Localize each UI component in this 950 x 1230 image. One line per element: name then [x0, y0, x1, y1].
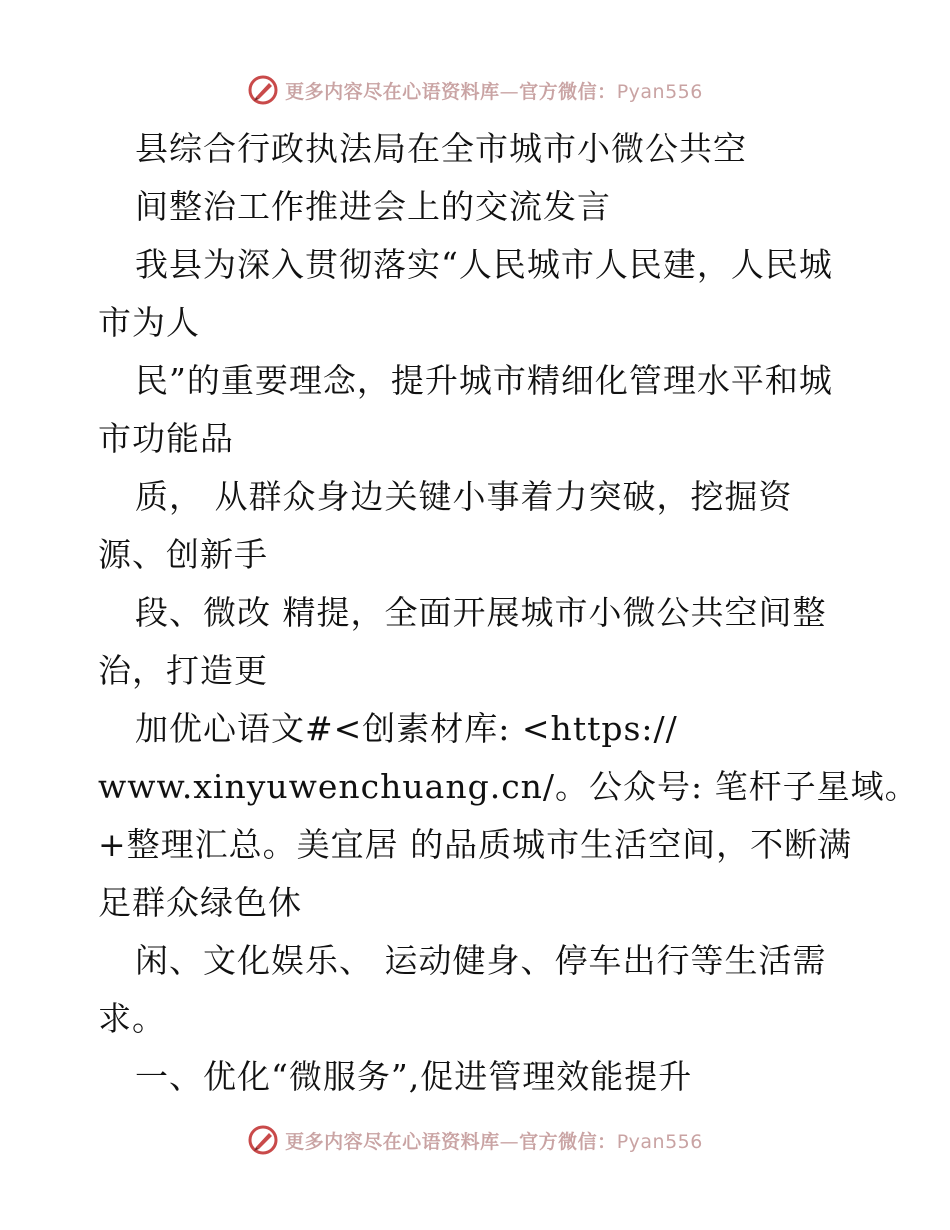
- document-body: [98, 120, 919, 1106]
- text-line: 源、创新手: [98, 535, 268, 574]
- watermark-text: 更多内容尽在心语资料库—官方微信：Pyan556: [285, 1130, 703, 1153]
- text-line: 我县为深入贯彻落实“人民城市人民建，人民城: [135, 245, 833, 284]
- text-line: 一、优化“微服务”,促进管理效能提升: [135, 1057, 693, 1096]
- text-line: 间整治工作推进会上的交流发言: [135, 187, 611, 226]
- text-line: 闲、文化娱乐、 运动健身、停车出行等生活需: [135, 941, 827, 980]
- text-line: 足群众绿色休: [98, 883, 302, 922]
- pen-logo-icon: [247, 1124, 279, 1156]
- text-line: 市为人: [98, 303, 200, 342]
- text-line: 市功能品: [98, 419, 234, 458]
- watermark-banner-top: [0, 70, 950, 110]
- text-line: 治，打造更: [98, 651, 268, 690]
- watermark-banner-bottom: [0, 1120, 950, 1160]
- text-line: 求。: [98, 999, 166, 1038]
- text-line: 民”的重要理念，提升城市精细化管理水平和城: [135, 361, 833, 400]
- text-line: 加优心语文#<创素材库: <https://: [135, 709, 678, 748]
- pen-logo-icon: [247, 74, 279, 106]
- text-line: 县综合行政执法局在全市城市小微公共空: [135, 129, 747, 168]
- text-line: www.xinyuwenchuang.cn/。公众号: 笔杆子星域。: [98, 767, 919, 806]
- text-line: +整理汇总。美宜居 的品质城市生活空间，不断满: [98, 825, 853, 864]
- text-line: 质， 从群众身边关键小事着力突破，挖掘资: [135, 477, 793, 516]
- watermark-text: 更多内容尽在心语资料库—官方微信：Pyan556: [285, 80, 703, 103]
- text-line: 段、微改 精提，全面开展城市小微公共空间整: [135, 593, 827, 632]
